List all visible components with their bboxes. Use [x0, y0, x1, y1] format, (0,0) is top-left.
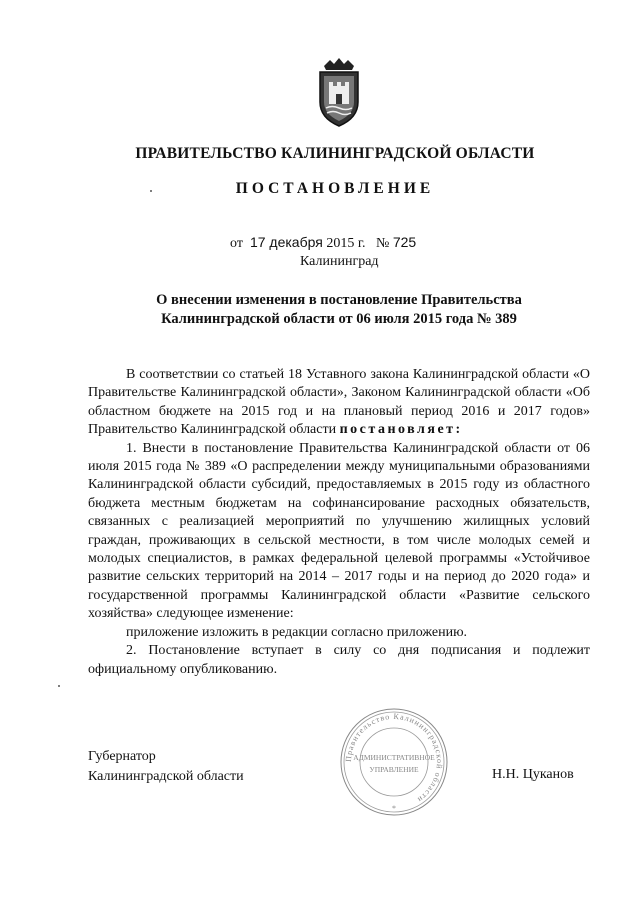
- decree-word: постановляет:: [339, 422, 463, 438]
- signatory-title-line-1: Губернатор: [88, 749, 156, 764]
- signatory-title-line-2: Калининградской области: [88, 769, 244, 784]
- document-number: 725: [392, 234, 417, 250]
- body-paragraph-3: приложение изложить в редакции согласно приложению.: [126, 624, 468, 640]
- stamp-ring-text: Правительство Калининградской области: [343, 711, 445, 805]
- number-sign: №: [375, 236, 390, 251]
- date-line: [230, 234, 416, 252]
- scan-speck: [150, 190, 152, 192]
- stamp-star-icon: *: [392, 804, 396, 813]
- date-prefix: от: [230, 236, 243, 251]
- body-paragraph-4: 2. Постановление вступает в силу со дня подписания и подлежит официальному опубликованию.: [88, 643, 590, 677]
- subject-line-1: О внесении изменения в постановление Правительства: [156, 292, 522, 308]
- body-paragraph-1: [88, 366, 590, 440]
- body-paragraph-1-text: В соответствии со статьей 18 Уставного закона Калининградской области «О Правительстве Калининградской области», Законом Калининградской области «Об областном бюджете на 2015 год и на плановый период 2016 и 2017 годов» Правительство Калининградской области: [88, 367, 590, 438]
- subject-line-2: Калининградской области от 06 июля 2015 года № 389: [161, 311, 517, 327]
- signatory-title: [88, 747, 244, 787]
- city: Калининград: [300, 254, 379, 269]
- signatory-name: Н.Н. Цуканов: [492, 767, 574, 782]
- coat-of-arms-icon: [314, 58, 364, 128]
- government-title: ПРАВИТЕЛЬСТВО КАЛИНИНГРАДСКОЙ ОБЛАСТИ: [135, 145, 535, 162]
- scan-speck: [58, 685, 60, 687]
- document-body: [88, 366, 590, 679]
- date-year: 2015 г.: [326, 236, 366, 251]
- document-type: ПОСТАНОВЛЕНИЕ: [235, 180, 435, 197]
- stamp-center-line-1: АДМИНИСТРАТИВНОЕ: [353, 753, 435, 762]
- date-value: 17 декабря: [249, 234, 323, 250]
- body-paragraph-2: 1. Внести в постановление Правительства Калининградской области от 06 июля 2015 года № 389 «О распределении между муниципальными образованиями Калининградской области субсидий, предоставляемых в 2015 году из областного бюджета местным бюджетам на софинансирование расходных обязательств, связанных с реализацией мероприятий по улучшению жилищных условий граждан, проживающих в сельской местности, в том числе молодых семей и молодых специалистов, в рамках федеральной целевой программы «Устойчивое развитие сельских территорий на 2014 – 2017 годы и на период до 2020 года» и государственной программы Калининградской области «Развитие сельского хозяйства» следующее изменение:: [88, 440, 590, 622]
- subject-heading: [0, 291, 640, 329]
- stamp-center-line-2: УПРАВЛЕНИЕ: [369, 765, 419, 774]
- official-stamp: [338, 706, 450, 818]
